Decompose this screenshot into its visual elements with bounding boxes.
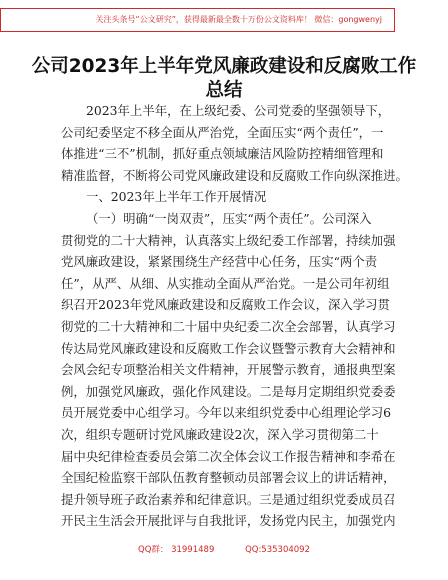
body-line: （一）明确“一岗双责”，压实“两个责任”。公司深入 — [86, 210, 372, 226]
body-line: 提升领导班子政治素养和纪律意识。三是通过组织党委成员召 — [61, 491, 396, 507]
body-line: 任”，从严、从细、从实推动全面从严治党。一是公司年初组 — [61, 275, 390, 291]
body-line: 精准监督，不断将公司党风廉政建设和反腐败工作向纵深推进。 — [61, 167, 408, 183]
document-title-line2: 总结 — [205, 80, 243, 101]
footer-qq-group: QQ群： 31991489 — [138, 545, 215, 555]
body-line: 传达局党风廉政建设和反腐败工作会议暨警示教育大会精神和 — [61, 340, 396, 356]
body-line: 届中央纪律检查委员会第二次全体会议工作报告精神和李希在 — [61, 448, 396, 464]
body-line: 织召开2023年党风廉政建设和反腐败工作会议，深入学习贯 — [61, 297, 390, 313]
body-line: 会风会纪专项整治相关文件精神，开展警示教育，通报典型案 — [61, 362, 396, 378]
header-notice-text: 关注头条号“公文研究”，获得最新最全数十万份公文资料库！ 微信：gongwenyj — [95, 15, 382, 24]
body-line: 次，组织专题研讨党风廉政建设2次，深入学习贯彻第二十 — [61, 426, 379, 442]
footer-contact — [0, 543, 448, 555]
body-line: 贯彻党的二十大精神，认真落实上级纪委工作部署，持续加强 — [61, 232, 396, 248]
body-line: 2023年上半年，在上级纪委、公司党委的坚强领导下， — [86, 103, 391, 118]
body-line: 全国纪检监察干部队伍教育整顿动员部署会议上的讲话精神， — [61, 470, 396, 486]
body-line: 公司纪委坚定不移全面从严治党，全面压实“两个责任”，一 — [61, 124, 384, 140]
header-notice-banner — [0, 8, 395, 32]
body-line: 彻党的二十大精神和二十届中央纪委二次全会部署，认真学习 — [61, 318, 396, 334]
section-heading: 一、2023年上半年工作开展情况 — [86, 189, 267, 205]
body-line: 体推进“三不”机制，抓好重点领域廉洁风险防控精细管理和 — [61, 146, 384, 162]
document-title-line1: 公司2023年上半年党风廉政建设和反腐败工作 — [31, 56, 417, 77]
body-line: 例，加强党风廉政，强化作风建设。二是每月定期组织党委委 — [61, 383, 396, 399]
footer-qq-number: QQ:535304092 — [245, 545, 310, 555]
body-line: 开民主生活会开展批评与自我批评，发扬党内民主，加强党内 — [61, 513, 396, 529]
document-body — [61, 100, 408, 532]
body-line: 党风廉政建设，紧紧围绕生产经营中心任务，压实“两个责 — [61, 254, 378, 270]
body-line: 员开展党委中心组学习。今年以来组织党委中心组理论学习6 — [61, 405, 392, 421]
